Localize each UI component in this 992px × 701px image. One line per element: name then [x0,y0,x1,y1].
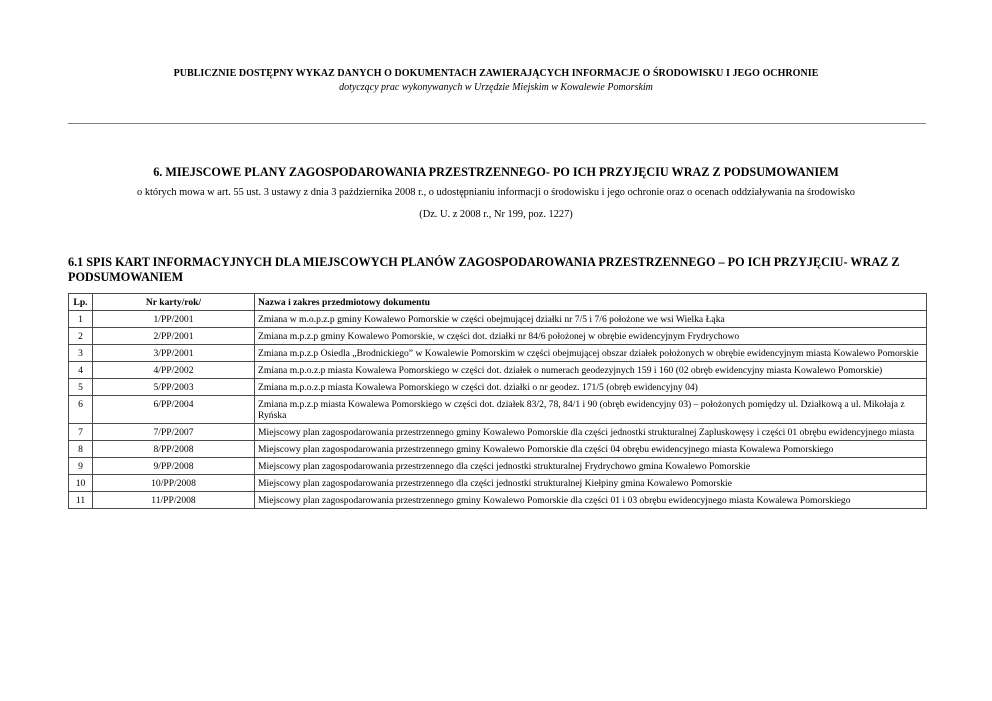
cell-document-name: Zmiana m.p.z.p miasta Kowalewa Pomorskiego w części dot. działek 83/2, 78, 84/1 i 90 (obręb ewidencyjny 03) – położonych pomiędzy ul. Działkową a ul. Mikołaja z Ryńska [255,396,927,424]
cell-document-name: Zmiana w m.o.p.z.p gminy Kowalewo Pomorskie w części obejmującej działki nr 7/5 i 7/6 położone we wsi Wielka Łąka [255,311,927,328]
cell-card-number: 3/PP/2001 [93,345,255,362]
cell-document-name: Miejscowy plan zagospodarowania przestrzennego dla części jednostki strukturalnej Frydrychowo gmina Kowalewo Pomorskie [255,458,927,475]
section-description: o których mowa w art. 55 ust. 3 ustawy z dnia 3 października 2008 r., o udostępnianiu informacji o środowisku i jego ochronie oraz o ocenach oddziaływania na środowisko [137,187,855,198]
document-subtitle: dotyczący prac wykonywanych w Urzędzie Miejskim w Kowalewie Pomorskim [339,82,653,93]
cell-lp: 11 [69,492,93,509]
cell-card-number: 1/PP/2001 [93,311,255,328]
cell-document-name: Zmiana m.p.o.z.p miasta Kowalewa Pomorskiego w części dot. działki o nr geodez. 171/5 (obręb ewidencyjny 04) [255,379,927,396]
column-header-name: Nazwa i zakres przedmiotowy dokumentu [255,294,927,311]
cell-lp: 4 [69,362,93,379]
table-row [69,396,927,424]
cell-lp: 8 [69,441,93,458]
table-row [69,379,927,396]
cell-lp: 3 [69,345,93,362]
cell-card-number: 11/PP/2008 [93,492,255,509]
column-header-nr: Nr karty/rok/ [93,294,255,311]
cell-document-name: Miejscowy plan zagospodarowania przestrzennego gminy Kowalewo Pomorskie dla części 01 i 03 obrębu ewidencyjnego miasta Kowalewa Pomorskiego [255,492,927,509]
section-legal-reference: (Dz. U. z 2008 r., Nr 199, poz. 1227) [419,209,573,220]
table-row [69,475,927,492]
table-row [69,458,927,475]
header-divider [68,123,926,124]
cell-lp: 2 [69,328,93,345]
column-header-lp: Lp. [69,294,93,311]
section-title: 6. MIEJSCOWE PLANY ZAGOSPODAROWANIA PRZESTRZENNEGO- PO ICH PRZYJĘCIU WRAZ Z PODSUMOWANIEM [153,165,839,179]
documents-table [68,293,927,509]
cell-card-number: 4/PP/2002 [93,362,255,379]
table-body [69,311,927,509]
cell-card-number: 9/PP/2008 [93,458,255,475]
table-row [69,492,927,509]
cell-card-number: 6/PP/2004 [93,396,255,424]
cell-card-number: 5/PP/2003 [93,379,255,396]
cell-document-name: Miejscowy plan zagospodarowania przestrzennego dla części jednostki strukturalnej Kiełpiny gmina Kowalewo Pomorskie [255,475,927,492]
document-title: PUBLICZNIE DOSTĘPNY WYKAZ DANYCH O DOKUMENTACH ZAWIERAJĄCYCH INFORMACJE O ŚRODOWISKU I JEGO OCHRONIE [173,68,819,79]
cell-card-number: 8/PP/2008 [93,441,255,458]
table-row [69,345,927,362]
cell-lp: 5 [69,379,93,396]
subsection-title: 6.1 SPIS KART INFORMACYJNYCH DLA MIEJSCOWYCH PLANÓW ZAGOSPODAROWANIA PRZESTRZENNEGO – PO ICH PRZYJĘCIU- WRAZ Z PODSUMOWANIEM [68,255,900,284]
table-header-row [69,294,927,311]
table-row [69,328,927,345]
table-row [69,441,927,458]
table-row [69,362,927,379]
cell-document-name: Zmiana m.p.z.p gminy Kowalewo Pomorskie, w części dot. działki nr 84/6 położonej w obrębie ewidencyjnym Frydrychowo [255,328,927,345]
cell-document-name: Zmiana m.p.z.p Osiedla „Brodnickiego” w Kowalewie Pomorskim w części obejmującej obszar działek położonych w obrębie ewidencyjnym miasta Kowalewo Pomorskie [255,345,927,362]
cell-lp: 9 [69,458,93,475]
cell-document-name: Zmiana m.p.o.z.p miasta Kowalewa Pomorskiego w części dot. działek o numerach geodezyjnych 159 i 160 (02 obręb ewidencyjny miasta Kowalewo Pomorskie) [255,362,927,379]
table-row [69,424,927,441]
cell-card-number: 7/PP/2007 [93,424,255,441]
cell-card-number: 10/PP/2008 [93,475,255,492]
cell-lp: 10 [69,475,93,492]
cell-document-name: Miejscowy plan zagospodarowania przestrzennego gminy Kowalewo Pomorskie dla części 04 obrębu ewidencyjnego miasta Kowalewa Pomorskiego [255,441,927,458]
cell-lp: 7 [69,424,93,441]
cell-lp: 1 [69,311,93,328]
cell-lp: 6 [69,396,93,424]
table-row [69,311,927,328]
cell-document-name: Miejscowy plan zagospodarowania przestrzennego gminy Kowalewo Pomorskie dla części jednostki strukturalnej Zapluskowęsy i części 01 obrębu ewidencyjnego miasta [255,424,927,441]
cell-card-number: 2/PP/2001 [93,328,255,345]
